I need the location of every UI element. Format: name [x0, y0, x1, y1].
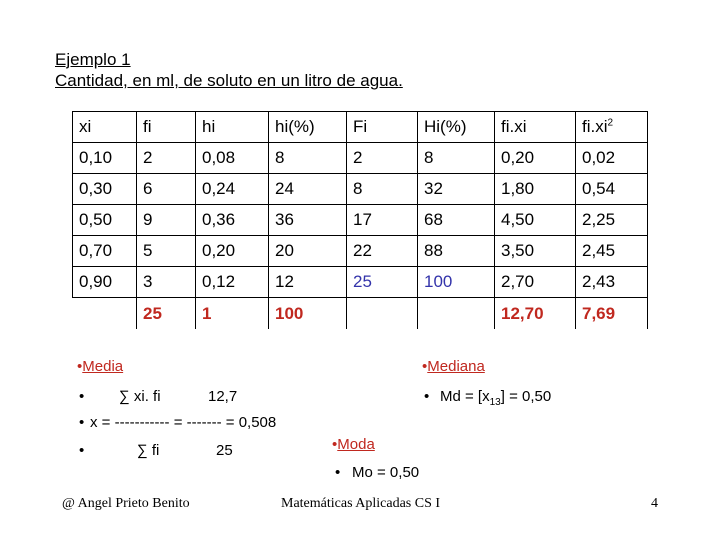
table-header-row [73, 112, 648, 143]
cell: 32 [418, 174, 495, 205]
cell: 3,50 [495, 236, 576, 267]
cell: 6 [137, 174, 196, 205]
table-row [73, 236, 648, 267]
cell: 8 [347, 174, 418, 205]
header-fi: fi [137, 112, 196, 143]
cell: 0,20 [196, 236, 269, 267]
header-hi-pct: hi(%) [269, 112, 347, 143]
header-xi: xi [73, 112, 137, 143]
media-numerator: 12,7 [208, 388, 238, 405]
cell: 0,08 [196, 143, 269, 174]
media-denominator: 25 [216, 442, 233, 459]
cell: 0,70 [73, 236, 137, 267]
moda-bullet: • [335, 464, 341, 481]
header-Hi-pct: Hi(%) [418, 112, 495, 143]
page-number: 4 [651, 496, 658, 511]
mediana-formula: $Md = [x_{13}] = 0,50$ [440, 388, 552, 408]
table-row [73, 143, 648, 174]
cell: 9 [137, 205, 196, 236]
header-fixi2: $fi.xi^2$ [576, 112, 648, 143]
total-hi-pct: 100 [269, 298, 347, 330]
total-hi: 1 [196, 298, 269, 330]
table-row [73, 205, 648, 236]
cell: 68 [418, 205, 495, 236]
slide-title [55, 49, 403, 91]
header-hi: hi [196, 112, 269, 143]
mediana-heading: •Mediana [422, 358, 485, 375]
empty-cell [347, 298, 418, 330]
media-heading: •Media [77, 358, 124, 375]
empty-cell [418, 298, 495, 330]
cell: 2,45 [576, 236, 648, 267]
media-sum-fi: ∑ fi [137, 442, 160, 459]
cell: 2,43 [576, 267, 648, 298]
media-bullet-2: • [79, 414, 85, 431]
cell: 0,36 [196, 205, 269, 236]
cell: 20 [269, 236, 347, 267]
cell: 2,70 [495, 267, 576, 298]
cell: 8 [418, 143, 495, 174]
header-fixi: fi.xi [495, 112, 576, 143]
moda-formula: Mo = 0,50 [352, 464, 420, 481]
cell: 8 [269, 143, 347, 174]
title-line-2: Cantidad, en ml, de soluto en un litro de agua. [55, 71, 403, 90]
cell: 4,50 [495, 205, 576, 236]
mediana-bullet: • [424, 388, 430, 405]
cell: 0,20 [495, 143, 576, 174]
cell: 22 [347, 236, 418, 267]
total-fi: 25 [137, 298, 196, 330]
cell: 12 [269, 267, 347, 298]
cell: 5 [137, 236, 196, 267]
total-fixi: 12,70 [495, 298, 576, 330]
table-row [73, 267, 648, 298]
table-row [73, 174, 648, 205]
cell: 0,54 [576, 174, 648, 205]
cell: 2 [137, 143, 196, 174]
cell-Hi-total: 100 [418, 267, 495, 298]
media-sum-xifi: ∑ xi. fi [119, 388, 161, 405]
cell: 17 [347, 205, 418, 236]
cell: 0,50 [73, 205, 137, 236]
cell: 3 [137, 267, 196, 298]
header-Fi: Fi [347, 112, 418, 143]
cell: 2 [347, 143, 418, 174]
cell: 2,25 [576, 205, 648, 236]
cell: 1,80 [495, 174, 576, 205]
cell: 0,02 [576, 143, 648, 174]
cell: 88 [418, 236, 495, 267]
title-line-1: Ejemplo 1 [55, 50, 131, 69]
cell-Fi-total: 25 [347, 267, 418, 298]
cell: 0,10 [73, 143, 137, 174]
cell: 0,24 [196, 174, 269, 205]
totals-row [73, 298, 648, 330]
cell: 24 [269, 174, 347, 205]
cell: 36 [269, 205, 347, 236]
cell: 0,12 [196, 267, 269, 298]
cell: 0,90 [73, 267, 137, 298]
frequency-table [72, 111, 648, 329]
moda-heading: •Moda [332, 436, 375, 453]
cell: 0,30 [73, 174, 137, 205]
media-bullet-3: • [79, 442, 85, 459]
media-formula: x = ----------- = ------- = 0,508 [90, 414, 277, 431]
footer-author: @ Angel Prieto Benito [62, 496, 190, 511]
footer-course: Matemáticas Aplicadas CS I [281, 496, 441, 511]
media-bullet-1: • [79, 388, 85, 405]
total-fixi2: 7,69 [576, 298, 648, 330]
empty-cell [73, 298, 137, 330]
